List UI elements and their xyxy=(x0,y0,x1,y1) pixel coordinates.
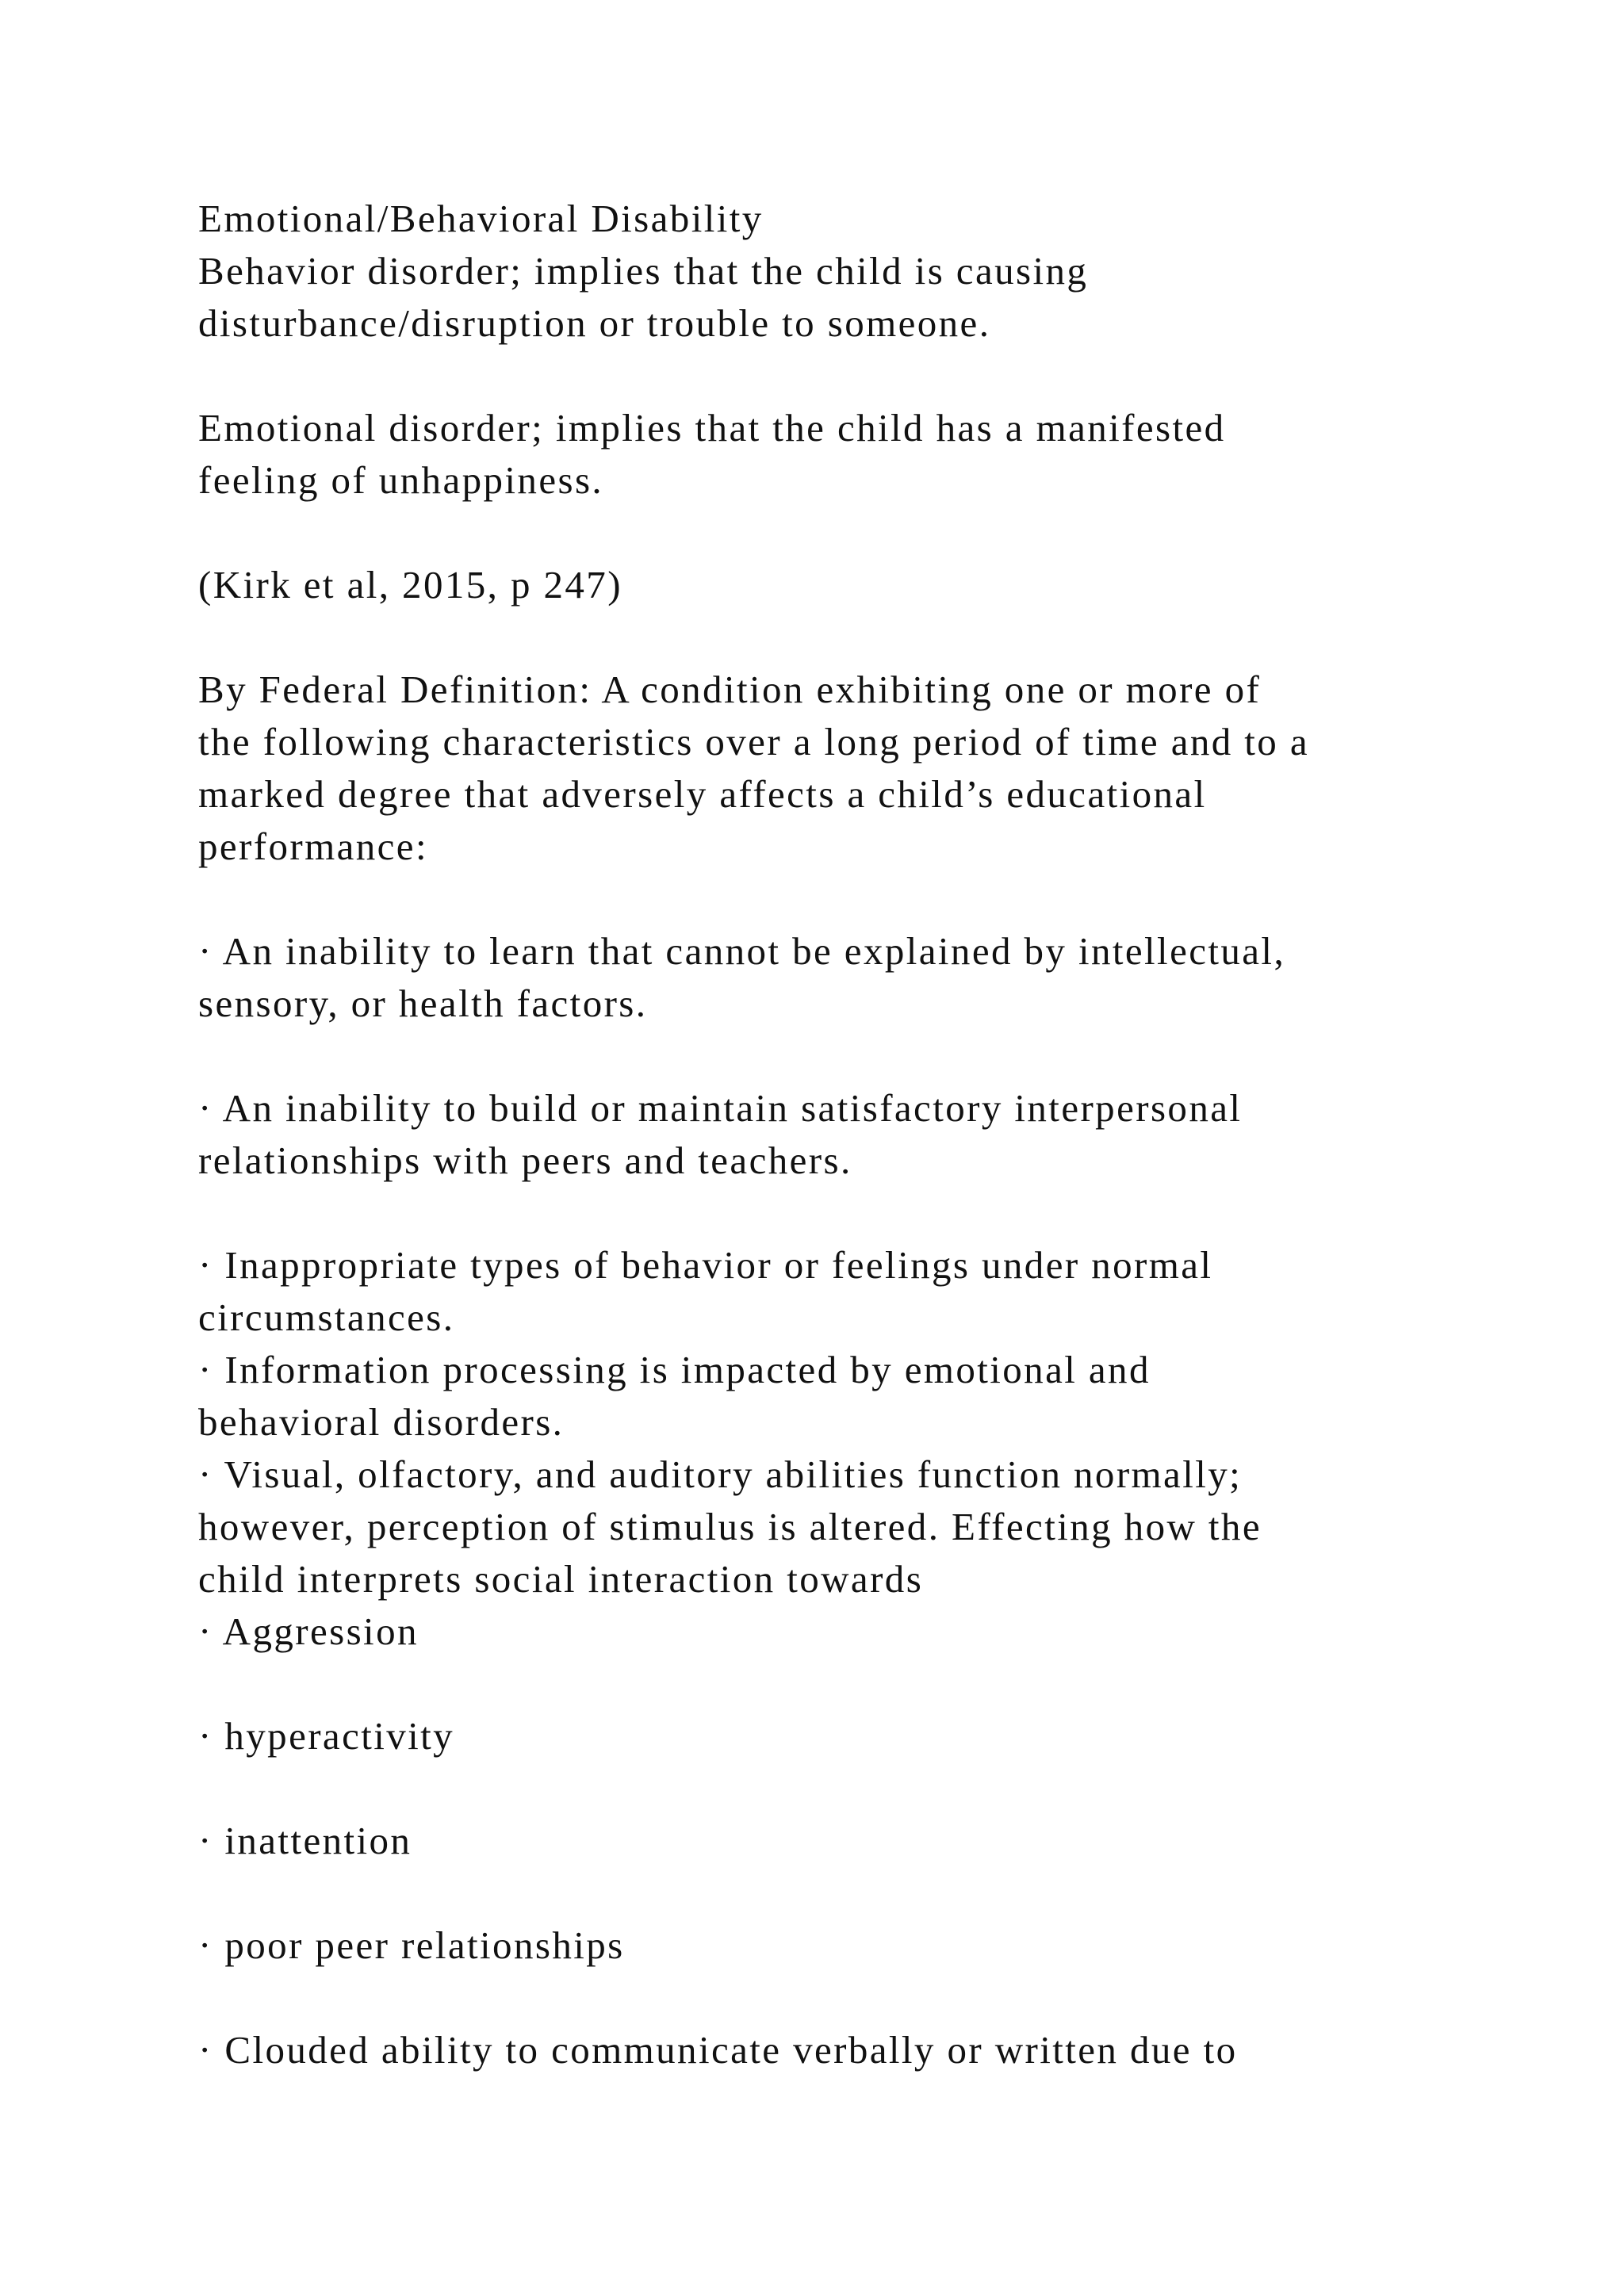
text-line: child interprets social interaction towards xyxy=(198,1557,924,1601)
text-line: By Federal Definition: A condition exhibiting one or more of xyxy=(198,668,1262,711)
bullet-line: · poor peer relationships xyxy=(198,1923,625,1967)
text-line: relationships with peers and teachers. xyxy=(198,1138,852,1182)
bullet-line: · Inappropriate types of behavior or feelings under normal xyxy=(198,1243,1213,1287)
text-line: disturbance/disruption or trouble to someone. xyxy=(198,301,991,345)
text-line: behavioral disorders. xyxy=(198,1400,565,1444)
text-line: sensory, or health factors. xyxy=(198,982,648,1025)
bullet-line: · hyperactivity xyxy=(198,1714,455,1758)
text-line: Emotional disorder; implies that the child has a manifested xyxy=(198,406,1226,450)
bullet-line: · Visual, olfactory, and auditory abilities function normally; xyxy=(198,1452,1243,1496)
bullet-line: · inattention xyxy=(198,1819,412,1862)
paragraph-gap xyxy=(198,1187,1483,1239)
paragraph-gap xyxy=(198,1867,1483,1919)
text-line: feeling of unhappiness. xyxy=(198,458,604,502)
bullet-line: · An inability to learn that cannot be explained by intellectual, xyxy=(198,929,1286,973)
document-body xyxy=(198,193,1483,2076)
document-title: Emotional/Behavioral Disability xyxy=(198,197,764,240)
paragraph-gap xyxy=(198,1762,1483,1815)
text-line: marked degree that adversely affects a child’s educational xyxy=(198,772,1207,816)
text-line: Behavior disorder; implies that the child is causing xyxy=(198,249,1089,293)
text-line: performance: xyxy=(198,825,428,868)
paragraph-gap xyxy=(198,1972,1483,2024)
bullet-line: · Clouded ability to communicate verbally or written due to xyxy=(198,2028,1238,2072)
paragraph-gap xyxy=(198,350,1483,402)
paragraph-gap xyxy=(198,1030,1483,1082)
text-line: circumstances. xyxy=(198,1295,455,1339)
paragraph-gap xyxy=(198,611,1483,664)
paragraph-gap xyxy=(198,507,1483,559)
text-line: the following characteristics over a long period of time and to a xyxy=(198,720,1310,763)
paragraph-gap xyxy=(198,1658,1483,1710)
text-line: however, perception of stimulus is altered. Effecting how the xyxy=(198,1505,1262,1548)
bullet-line: · An inability to build or maintain satisfactory interpersonal xyxy=(198,1086,1243,1130)
bullet-line: · Information processing is impacted by emotional and xyxy=(198,1348,1151,1391)
citation: (Kirk et al, 2015, p 247) xyxy=(198,563,622,607)
bullet-line: · Aggression xyxy=(198,1609,419,1653)
paragraph-gap xyxy=(198,873,1483,925)
